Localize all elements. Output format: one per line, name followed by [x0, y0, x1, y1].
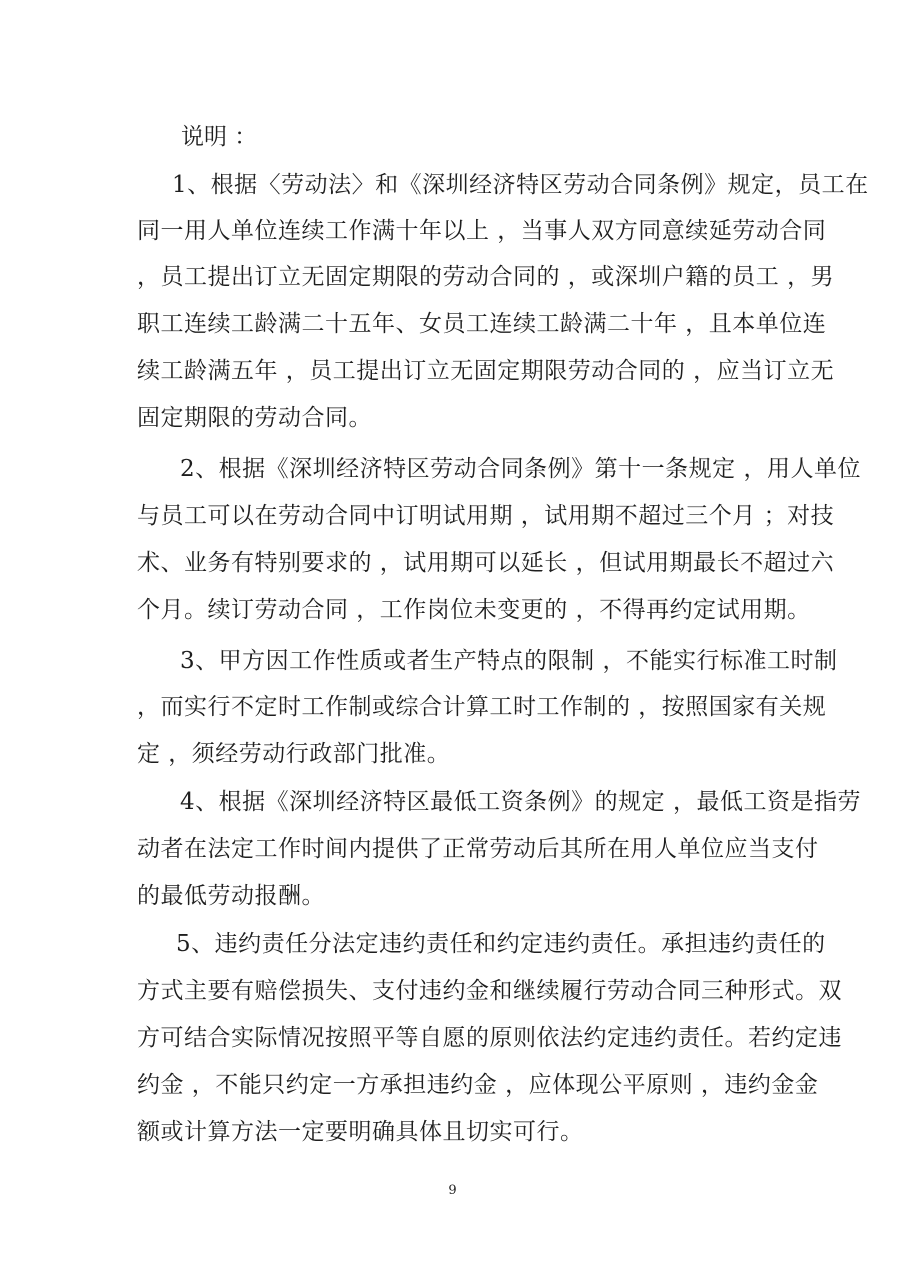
paragraph-2-line-2: 与员工可以在劳动合同中订明试用期 ，试用期不超过三个月 ；对技 [137, 503, 835, 529]
paragraph-4-line-2: 动者在法定工作时间内提供了正常劳动后其所在用人单位应当支付 [137, 836, 819, 862]
paragraph-5-line-1: 5、违约责任分法定违约责任和约定违约责任。承担违约责任的 [176, 931, 826, 957]
page-number: 9 [448, 1183, 457, 1198]
paragraph-1-line-5: 续工龄满五年 ，员工提出订立无固定期限劳动合同的 ，应当订立无 [137, 358, 835, 384]
paragraph-3-line-3: 定 ，须经劳动行政部门批准。 [137, 741, 451, 767]
paragraph-4-line-3: 的最低劳动报酬。 [137, 883, 325, 909]
paragraph-1-line-1: 1、根据〈劳动法〉和《深圳经济特区劳动合同条例》规定，员工在 [172, 172, 869, 198]
paragraph-3-line-1: 3、甲方因工作性质或者生产特点的限制 ，不能实行标准工时制 [180, 648, 838, 674]
paragraph-1-line-4: 职工连续工龄满二十五年、女员工连续工龄满二十年 ，且本单位连 [137, 311, 827, 337]
paragraph-1-line-3: ，员工提出订立无固定期限的劳动合同的 ，或深圳户籍的员工 ，男 [137, 264, 835, 290]
paragraph-2-line-4: 个月。续订劳动合同 ，工作岗位未变更的 ，不得再约定试用期。 [137, 597, 811, 623]
paragraph-5-line-3: 方可结合实际情况按照平等自愿的原则依法约定违约责任。若约定违 [137, 1025, 842, 1051]
paragraph-5-line-2: 方式主要有赔偿损失、支付违约金和继续履行劳动合同三种形式。双 [137, 978, 842, 1004]
paragraph-1-line-6: 固定期限的劳动合同。 [137, 405, 372, 431]
paragraph-1-line-2: 同一用人单位连续工作满十年以上 ，当事人双方同意续延劳动合同 [137, 218, 827, 244]
paragraph-5-line-5: 额或计算方法一定要明确具体且切实可行。 [137, 1119, 584, 1145]
paragraph-4-line-1: 4、根据《深圳经济特区最低工资条例》的规定 ，最低工资是指劳 [180, 789, 861, 815]
paragraph-2-line-3: 术、业务有特别要求的 ，试用期可以延长 ，但试用期最长不超过六 [137, 550, 835, 576]
paragraph-3-line-2: ，而实行不定时工作制或综合计算工时工作制的 ，按照国家有关规 [137, 694, 827, 720]
paragraph-2-line-1: 2、根据《深圳经济特区劳动合同条例》第十一条规定 ，用人单位 [180, 456, 861, 482]
paragraph-5-line-4: 约金 ，不能只约定一方承担违约金 ，应体现公平原则 ，违约金金 [137, 1072, 819, 1098]
heading: 说明 ： [181, 124, 258, 150]
